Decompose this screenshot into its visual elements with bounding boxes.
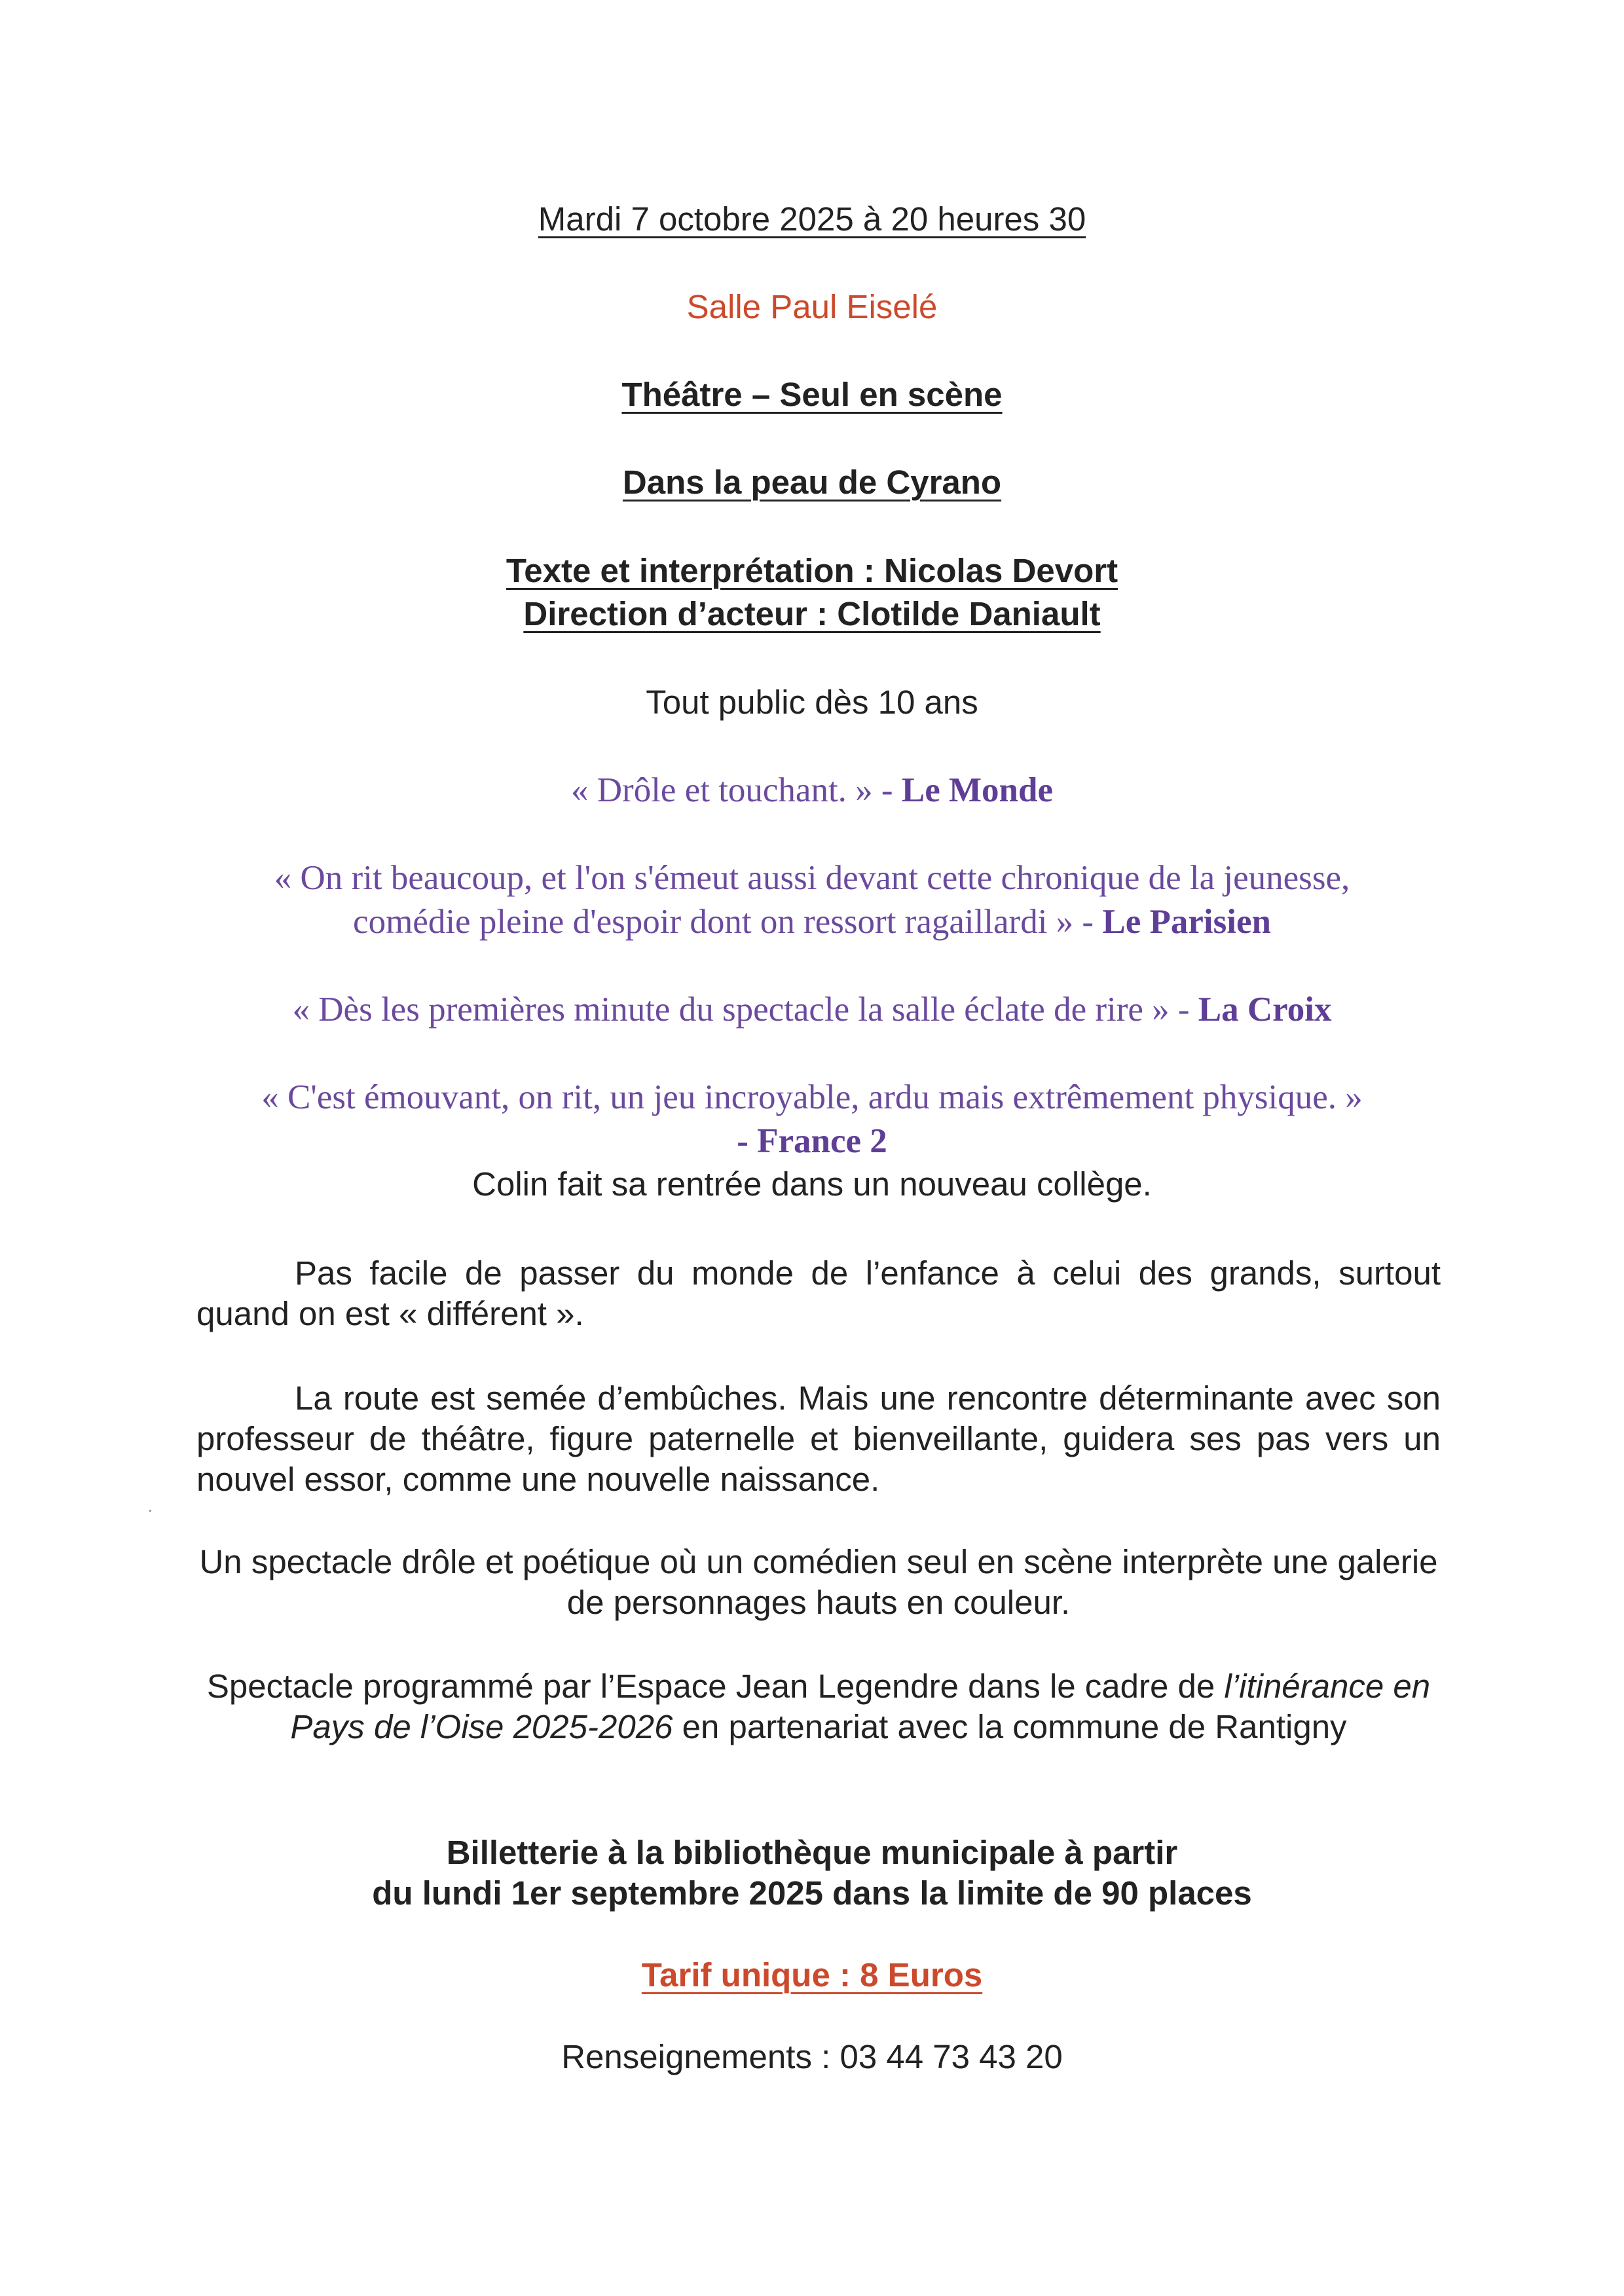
review-france-2-quote: « C'est émouvant, on rit, un jeu incroyable, ardu mais extrêmement physique. »	[261, 1078, 1363, 1116]
review-france-2-source	[0, 1120, 1624, 1162]
synopsis-intro: Colin fait sa rentrée dans un nouveau collège.	[472, 1165, 1152, 1203]
review-source: Le Monde	[901, 771, 1053, 809]
review-source: La Croix	[1198, 991, 1332, 1029]
ticketing-line-1: Billetterie à la bibliothèque municipale à partir	[446, 1834, 1178, 1871]
scan-speck	[149, 1510, 151, 1512]
event-date: Mardi 7 octobre 2025 à 20 heures 30	[538, 200, 1086, 238]
synopsis-paragraph-3: Un spectacle drôle et poétique où un comédien seul en scène interprète une galerie de personnages hauts en couleur.	[199, 1543, 1438, 1621]
programming-italic: l’itinérance en Pays de l’Oise 2025-2026	[290, 1667, 1431, 1745]
programming-before: Spectacle programmé par l’Espace Jean Legendre dans le cadre de	[206, 1667, 1225, 1705]
price: Tarif unique : 8 Euros	[641, 1956, 983, 1994]
credit-text: Texte et interprétation : Nicolas Devort	[506, 552, 1118, 589]
review-le-parisien-line1: « On rit beaucoup, et l'on s'émeut aussi devant cette chronique de la jeunesse,	[274, 859, 1350, 897]
review-le-monde	[0, 769, 1624, 811]
review-quote: « Dès les premières minute du spectacle la salle éclate de rire » -	[292, 991, 1198, 1029]
review-quote: « Drôle et touchant. » -	[571, 771, 902, 809]
contact-info: Renseignements : 03 44 73 43 20	[561, 2038, 1063, 2075]
review-quote: comédie pleine d'espoir dont on ressort ragaillardi » -	[353, 903, 1103, 941]
review-source: - France 2	[737, 1122, 887, 1160]
programming-after: en partenariat avec la commune de Rantigny	[673, 1708, 1347, 1745]
genre: Théâtre – Seul en scène	[621, 376, 1003, 413]
review-le-parisien-line2	[0, 901, 1624, 943]
ticketing-line-2: du lundi 1er septembre 2025 dans la limite de 90 places	[372, 1874, 1252, 1912]
show-title: Dans la peau de Cyrano	[622, 464, 1002, 501]
programming-note	[196, 1666, 1441, 1747]
audience: Tout public dès 10 ans	[646, 683, 978, 721]
synopsis-paragraph-1: Pas facile de passer du monde de l’enfance à celui des grands, surtout quand on est « différent ».	[196, 1254, 1441, 1332]
synopsis-paragraph-2: La route est semée d’embûches. Mais une rencontre déterminante avec son professeur de théâtre, figure paternelle et bienveillante, guidera ses pas vers un nouvel essor, comme une nouvelle naissance.	[196, 1379, 1441, 1498]
review-source: Le Parisien	[1102, 903, 1271, 941]
venue: Salle Paul Eiselé	[686, 288, 938, 325]
credit-direction: Direction d’acteur : Clotilde Daniault	[523, 595, 1101, 632]
review-la-croix	[0, 989, 1624, 1030]
